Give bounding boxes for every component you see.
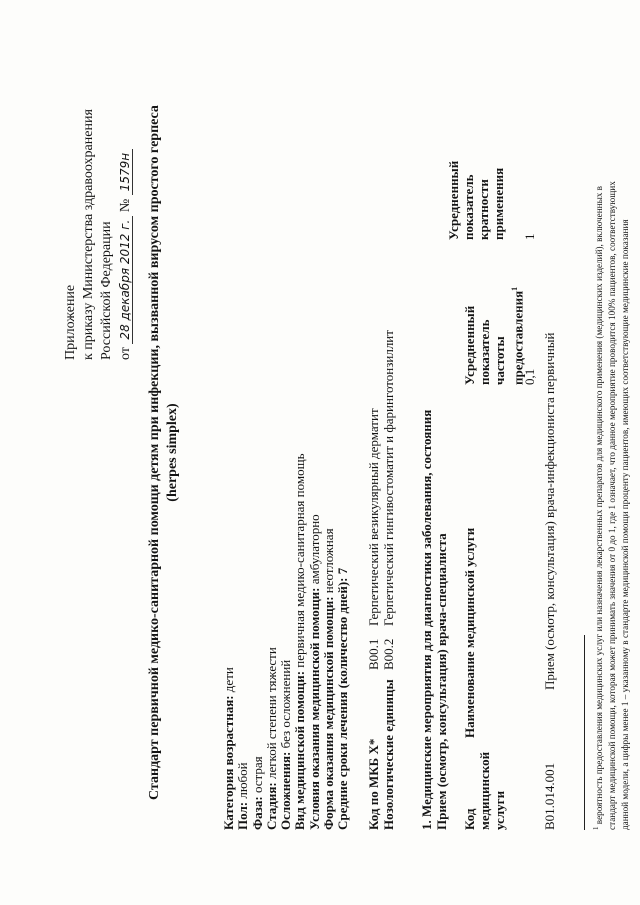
- meta-row: [265, 453, 279, 830]
- appendix-from-prefix: от: [118, 347, 133, 360]
- meta-label: Средние сроки лечения (количество дней): 7: [335, 567, 351, 830]
- appendix-date-line: [116, 109, 135, 360]
- mkb-name: Герпетический гингивостоматит и фаринготонзиллит: [381, 330, 396, 626]
- header-freq-line: частоты: [492, 336, 507, 385]
- meta-value: дети: [221, 667, 236, 696]
- footnote-text: вероятность предоставления медицинских услуг или назначения лекарственных препаратов для медицинского применения (медицинских изделий), включенных в: [594, 186, 605, 825]
- header-frequency: [462, 275, 525, 385]
- footnote-line: [590, 181, 606, 830]
- header-multiplicity: [446, 140, 506, 240]
- meta-value: амбулаторно: [306, 514, 322, 588]
- meta-value: любой: [235, 762, 251, 802]
- header-code-line: Код: [462, 808, 477, 830]
- appendix-header: [62, 109, 135, 360]
- header-code-line: медицинской: [477, 751, 492, 830]
- section-subtitle: Прием (осмотр, консультация) врача-специалиста: [433, 533, 449, 830]
- table-row-frequency: 0,1: [522, 368, 537, 385]
- mkb-code: B00.1: [366, 638, 381, 670]
- meta-row: [322, 453, 336, 830]
- footnote: [590, 181, 632, 830]
- meta-value: острая: [249, 756, 265, 797]
- meta-row: [222, 453, 236, 830]
- meta-value: без осложнений: [278, 659, 294, 752]
- section-heading: [420, 410, 449, 830]
- meta-label: Пол:: [235, 801, 251, 830]
- footnote-marker: 1: [510, 286, 519, 291]
- footnote-number: 1: [592, 826, 600, 830]
- mkb-row: [381, 330, 396, 830]
- meta-label: Категория возрастная:: [221, 695, 236, 830]
- mkb-code: B00.2: [381, 638, 396, 670]
- meta-row: [251, 453, 265, 830]
- meta-label: Условия оказания медицинской помощи:: [306, 587, 322, 830]
- meta-label: Фаза:: [249, 796, 265, 830]
- meta-row: [336, 453, 350, 830]
- meta-label: Форма оказания медицинской помощи:: [321, 596, 337, 830]
- appendix-line-2: к приказу Министерства здравоохранения: [81, 109, 96, 360]
- table-row-code: B01.014.001: [542, 762, 557, 830]
- table-row-name: Прием (осмотр, консультация) врача-инфекциониста первичный: [542, 332, 557, 690]
- appendix-line-3: Российской Федерации: [99, 221, 114, 360]
- mkb-label: Код по МКБ X*: [366, 738, 381, 830]
- table-row-multiplicity: 1: [522, 233, 537, 240]
- meta-label: Вид медицинской помощи:: [292, 670, 308, 830]
- mkb-name: Герпетический везикулярный дерматит: [366, 408, 381, 626]
- footnote-separator: [584, 635, 585, 830]
- header-mult-line: кратности: [476, 179, 491, 240]
- meta-row: [308, 453, 322, 830]
- mkb-codes: [366, 330, 396, 830]
- footnote-line: данной модели, а цифры менее 1 – указанному в стандарте медицинской помощи проценту пациентов, имеющих соответствующие медицинские показания: [620, 219, 631, 830]
- title-line-1: Стандарт первичной медико-санитарной помощи детям при инфекции, вызванной вирусом простого герпеса: [147, 105, 162, 800]
- meta-label: Осложнения:: [278, 751, 294, 830]
- header-mult-line: показатель: [461, 174, 476, 240]
- header-freq-line: предоставления$^1$: [510, 286, 526, 385]
- meta-value: легкой степени тяжести: [263, 647, 279, 783]
- handwritten-number: 1579н: [118, 149, 133, 195]
- meta-row: [236, 453, 250, 830]
- appendix-number-prefix: №: [118, 198, 133, 213]
- footnote-line: стандарт медицинской помощи, которая может принимать значения от 0 до 1, где 1 означает, что данное мероприятие проводится 100% пациентов, соответствующих: [607, 181, 618, 830]
- nosology-label: Нозологические единицы: [381, 679, 396, 830]
- handwritten-date: 28 декабря 2012 г.: [118, 216, 133, 344]
- mkb-row: [366, 330, 381, 830]
- header-mult-line: применения: [491, 167, 506, 240]
- appendix-line-1: Приложение: [63, 284, 78, 360]
- header-mult-line: Усредненный: [446, 160, 461, 240]
- header-freq-line: показатель: [477, 319, 492, 385]
- header-name: Наименование медицинской услуги: [462, 527, 477, 738]
- meta-label: Стадия:: [263, 782, 279, 830]
- standard-parameters: [222, 453, 351, 830]
- header-freq-line: Усредненный: [462, 305, 477, 385]
- title-line-2: (herpes simplex): [165, 403, 180, 502]
- section-title: 1. Медицинские мероприятия для диагностики заболевания, состояния: [419, 409, 434, 830]
- document-title: [146, 0, 182, 905]
- meta-value: неотложная: [321, 528, 337, 597]
- meta-row: [293, 453, 307, 830]
- header-code-line: услуги: [492, 790, 507, 830]
- meta-value: первичная медико-санитарная помощь: [292, 453, 308, 671]
- meta-row: [279, 453, 293, 830]
